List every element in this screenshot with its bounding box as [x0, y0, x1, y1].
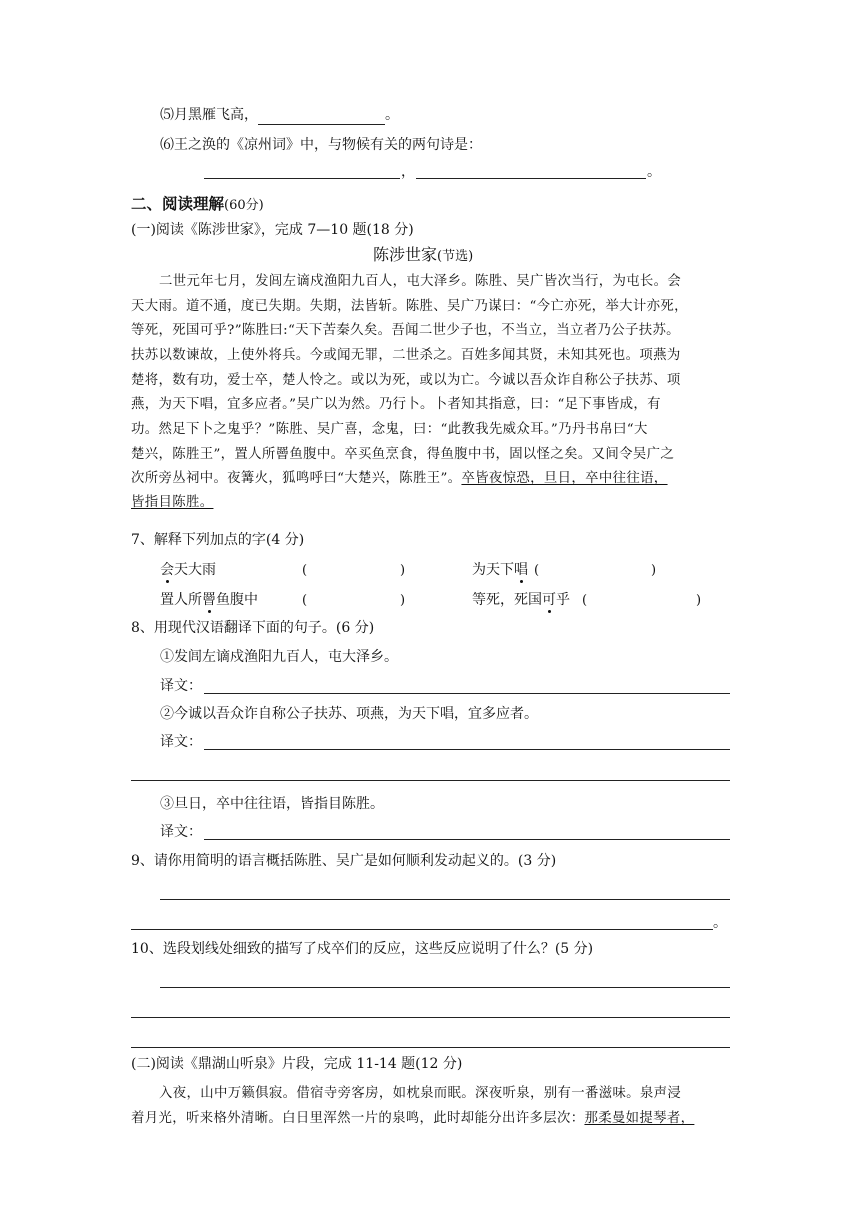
q7-paren-open: ( — [302, 563, 308, 578]
q7-item-3 — [160, 591, 258, 609]
q7-paren-open: ( — [582, 593, 588, 608]
item6-separator: ， — [401, 164, 415, 180]
passage-line: 入夜，山中万籁俱寂。借宿寺旁客房，如枕泉而眠。深夜听泉，别有一番滋味。泉声浸 — [159, 1086, 682, 1101]
q7-paren-close: ) — [400, 593, 406, 608]
q9-stem: 9、请你用简明的语言概括陈胜、吴广是如何顺利发动起义的。(3 分) — [131, 853, 557, 869]
item5-answer-line[interactable] — [258, 124, 385, 125]
item6-answer-line-1[interactable] — [204, 178, 400, 179]
q9-end: 。 — [713, 915, 727, 931]
section-title: 二、阅读理解 — [131, 194, 225, 213]
passage-line: 天大雨。道不通，度已失期。失期，法皆斩。陈胜、吴广乃谋曰：“今亡亦死，举大计亦死， — [131, 299, 688, 314]
section-score: (60分) — [224, 198, 264, 213]
q7-item-text: 为天下 — [472, 562, 514, 578]
q8-sentence-1: ①发闾左谪戍渔阳九百人，屯大泽乡。 — [160, 649, 398, 665]
dotted-char: 可 — [542, 592, 556, 608]
item6-answer-line-2[interactable] — [416, 178, 646, 179]
q7-paren-close: ) — [651, 563, 657, 578]
item5-prefix: ⑸月黑雁飞高， — [160, 107, 258, 123]
q7-paren-open: ( — [534, 563, 540, 578]
q9-answer-line-1[interactable] — [160, 899, 730, 900]
q7-item-text: 等死，死国 — [472, 592, 542, 608]
q8-answer-line-1[interactable] — [204, 693, 730, 694]
q8-answer-line-3[interactable] — [204, 839, 730, 840]
q10-answer-line-3[interactable] — [131, 1047, 730, 1048]
q7-item-4 — [472, 591, 570, 609]
q8-answer-line-2b[interactable] — [131, 780, 730, 781]
passage-title — [373, 246, 473, 266]
passage-text: 着月光，听来格外清晰。白日里浑然一片的泉鸣，此时却能分出许多层次： — [131, 1111, 585, 1126]
passage-line — [131, 494, 213, 512]
dotted-char: 会 — [160, 562, 174, 578]
q7-item-text: 乎 — [556, 592, 570, 608]
passage-title-note: (节选) — [437, 249, 474, 264]
passage-text: 次所旁丛祠中。夜篝火，狐鸣呼曰“大楚兴，陈胜王”。 — [131, 471, 462, 486]
part2-intro: (二)阅读《鼎湖山听泉》片段，完成 11-14 题(12 分) — [131, 1056, 463, 1072]
q10-answer-line-2[interactable] — [131, 1017, 730, 1018]
underlined-text: 那柔曼如提琴者， — [584, 1111, 695, 1126]
item5-suffix: 。 — [385, 107, 399, 123]
q7-item-2 — [472, 561, 528, 579]
q8-stem: 8、用现代汉语翻译下面的句子。(6 分) — [131, 620, 375, 636]
passage-line: 楚兴，陈胜王”，置人所罾鱼腹中。卒买鱼烹食，得鱼腹中书，固以怪之矣。又间令吴广之 — [131, 447, 675, 462]
q9-answer-line-2[interactable] — [131, 929, 713, 930]
q10-answer-line-1[interactable] — [160, 987, 730, 988]
passage-line — [131, 1110, 694, 1128]
part1-intro: (一)阅读《陈涉世家》，完成 7—10 题(18 分) — [131, 222, 414, 238]
translation-label: 译文： — [160, 678, 202, 694]
translation-label: 译文： — [160, 734, 202, 750]
passage-line: 等死，死国可乎?”陈胜曰:“天下苦秦久矣。吾闻二世少子也，不当立，当立者乃公子扶苏。 — [131, 323, 680, 338]
passage-title-main: 陈涉世家 — [373, 245, 438, 264]
q7-item-text: 置人所 — [160, 592, 202, 608]
item6-suffix: 。 — [647, 164, 661, 180]
dotted-char: 罾 — [202, 592, 216, 608]
translation-label: 译文： — [160, 824, 202, 840]
q7-stem: 7、解释下列加点的字(4 分) — [131, 532, 305, 548]
q7-paren-close: ) — [696, 593, 702, 608]
q7-paren-close: ) — [400, 563, 406, 578]
passage-line: 功。然足下卜之鬼乎？”陈胜、吴广喜，念鬼，曰：“此教我先威众耳。”乃丹书帛曰“大 — [131, 422, 648, 437]
q7-paren-open: ( — [302, 593, 308, 608]
passage-line: 楚将，数有功，爱士卒，楚人怜之。或以为死，或以为亡。今诚以吾众诈自称公子扶苏、项 — [131, 373, 681, 388]
underlined-text: 卒皆夜惊恐，旦日，卒中往往语， — [461, 471, 668, 486]
passage-line — [131, 470, 668, 488]
passage-line: 二世元年七月，发闾左谪戍渔阳九百人，屯大泽乡。陈胜、吴广皆次当行，为屯长。会 — [159, 274, 682, 289]
q8-sentence-3: ③旦日，卒中往往语，皆指目陈胜。 — [160, 796, 384, 812]
q7-item-text: 鱼腹中 — [216, 592, 258, 608]
item6-text: ⑹王之涣的《凉州词》中，与物候有关的两句诗是： — [160, 137, 482, 153]
q7-item-text: 天大雨 — [174, 562, 216, 578]
underlined-text: 皆指目陈胜。 — [131, 495, 214, 510]
q7-item-1 — [160, 561, 216, 579]
q10-stem: 10、选段划线处细致的描写了戍卒们的反应，这些反应说明了什么？(5 分) — [131, 941, 594, 957]
dotted-char: 唱 — [514, 562, 528, 578]
section-heading — [131, 195, 264, 215]
q8-answer-line-2[interactable] — [204, 749, 730, 750]
passage-line: 扶苏以数谏故，上使外将兵。今或闻无罪，二世杀之。百姓多闻其贤，未知其死也。项燕为 — [131, 348, 681, 363]
q8-sentence-2: ②今诚以吾众诈自称公子扶苏、项燕，为天下唱，宜多应者。 — [160, 706, 538, 722]
passage-line: 燕，为天下唱，宜多应者。”吴广以为然。乃行卜。卜者知其指意，曰：“足下事皆成，有 — [131, 397, 661, 412]
